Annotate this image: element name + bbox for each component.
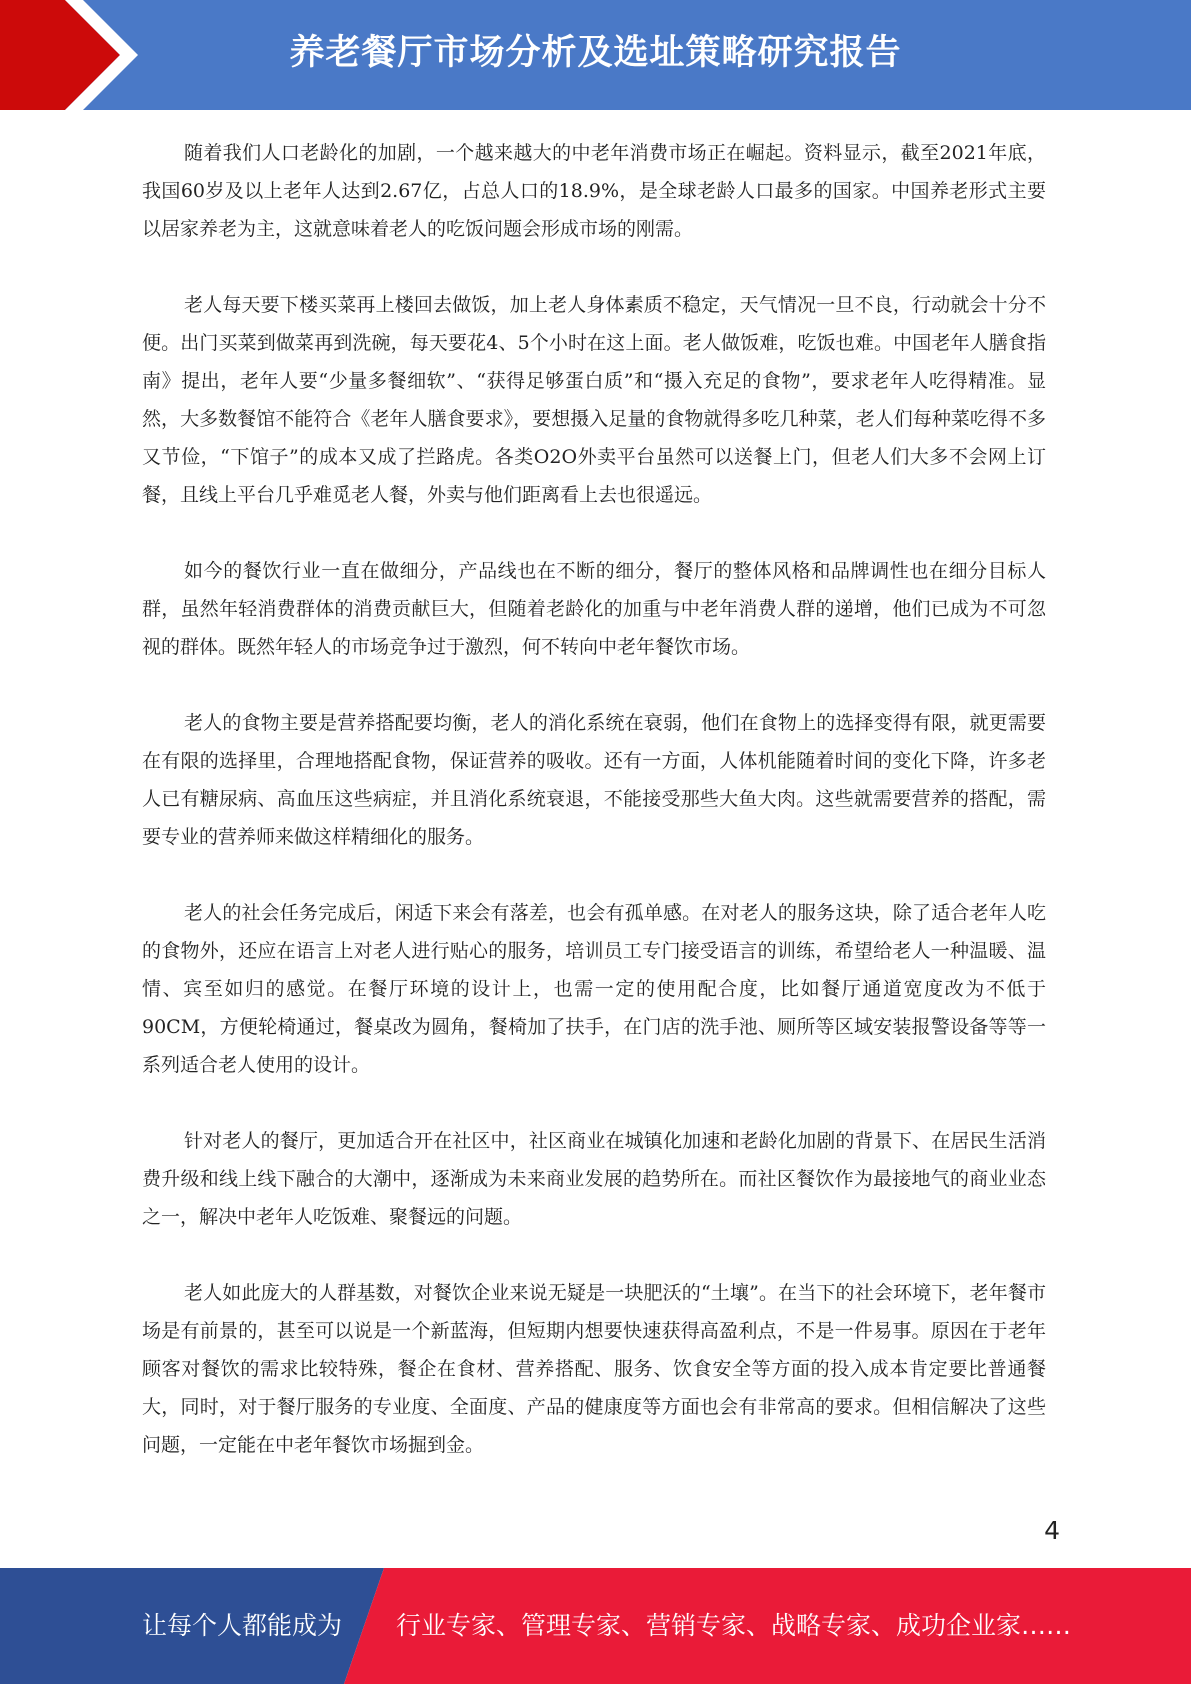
paragraph-4: 老人的食物主要是营养搭配要均衡，老人的消化系统在衰弱，他们在食物上的选择变得有限，就更需要在有限的选择里，合理地搭配食物，保证营养的吸收。还有一方面，人体机能随着时间的变化下降，许多老人已有糖尿病、高血压这些病症，并且消化系统衰退，不能接受那些大鱼大肉。这些就需要营养的搭配，需要专业的营养师来做这样精细化的服务。: [142, 712, 1046, 848]
header-banner: [0, 0, 1191, 110]
paragraph-7: 老人如此庞大的人群基数，对餐饮企业来说无疑是一块肥沃的“土壤”。在当下的社会环境下，老年餐市场是有前景的，甚至可以说是一个新蓝海，但短期内想要快速获得高盈利点，不是一件易事。原因在于老年顾客对餐饮的需求比较特殊，餐企在食材、营养搭配、服务、饮食安全等方面的投入成本肯定要比普通餐大，同时，对于餐厅服务的专业度、全面度、产品的健康度等方面也会有非常高的要求。但相信解决了这些问题，一定能在中老年餐饮市场掘到金。: [142, 1282, 1046, 1456]
footer-slogan-right: 行业专家、管理专家、营销专家、战略专家、成功企业家……: [396, 1611, 1072, 1640]
report-title: 养老餐厅市场分析及选址策略研究报告: [289, 33, 902, 73]
paragraph-2: 老人每天要下楼买菜再上楼回去做饭，加上老人身体素质不稳定，天气情况一旦不良，行动就会十分不便。出门买菜到做菜再到洗碗，每天要花4、5个小时在这上面。老人做饭难，吃饭也难。中国老年人膳食指南》提出，老年人要“少量多餐细软”、“获得足够蛋白质”和“摄入充足的食物”，要求老年人吃得精准。显然，大多数餐馆不能符合《老年人膳食要求》，要想摄入足量的食物就得多吃几种菜，老人们每种菜吃得不多又节俭，“下馆子”的成本又成了拦路虎。各类O2O外卖平台虽然可以送餐上门，但老人们大多不会网上订餐，且线上平台几乎难觅老人餐，外卖与他们距离看上去也很遥远。: [142, 294, 1046, 506]
paragraph-1: 随着我们人口老龄化的加剧，一个越来越大的中老年消费市场正在崛起。资料显示，截至2021年底，我国60岁及以上老年人达到2.67亿，占总人口的18.9%，是全球老龄人口最多的国家。中国养老形式主要以居家养老为主，这就意味着老人的吃饭问题会形成市场的刚需。: [142, 142, 1046, 240]
page-number: 4: [1044, 1516, 1060, 1545]
footer-banner: [0, 1568, 1191, 1684]
footer-slogan-left: 让每个人都能成为: [142, 1611, 343, 1640]
paragraph-6: 针对老人的餐厅，更加适合开在社区中，社区商业在城镇化加速和老龄化加剧的背景下、在居民生活消费升级和线上线下融合的大潮中，逐渐成为未来商业发展的趋势所在。而社区餐饮作为最接地气的商业业态之一，解决中老年人吃饭难、聚餐远的问题。: [142, 1130, 1046, 1228]
paragraph-5: 老人的社会任务完成后，闲适下来会有落差，也会有孤单感。在对老人的服务这块，除了适合老年人吃的食物外，还应在语言上对老人进行贴心的服务，培训员工专门接受语言的训练，希望给老人一种温暖、温情、宾至如归的感觉。在餐厅环境的设计上，也需一定的使用配合度，比如餐厅通道宽度改为不低于90CM，方便轮椅通过，餐桌改为圆角，餐椅加了扶手，在门店的洗手池、厕所等区域安装报警设备等等一系列适合老人使用的设计。: [142, 902, 1046, 1076]
paragraph-3: 如今的餐饮行业一直在做细分，产品线也在不断的细分，餐厅的整体风格和品牌调性也在细分目标人群，虽然年轻消费群体的消费贡献巨大，但随着老龄化的加重与中老年消费人群的递增，他们已成为不可忽视的群体。既然年轻人的市场竞争过于激烈，何不转向中老年餐饮市场。: [142, 560, 1046, 658]
report-body: [142, 134, 1046, 1502]
